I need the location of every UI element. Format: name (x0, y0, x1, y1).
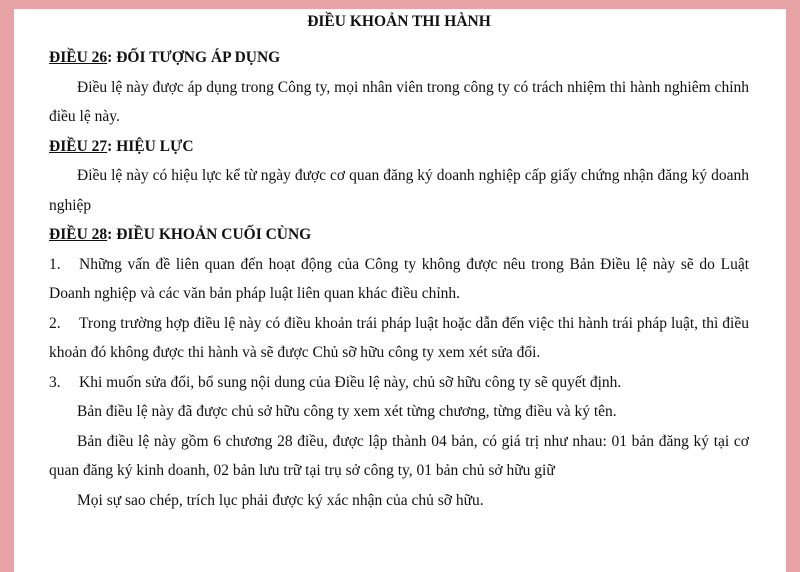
document-title: ĐIỀU KHOẢN THI HÀNH (307, 13, 491, 30)
list-item-marker: 2. (49, 314, 61, 332)
list-item (49, 368, 749, 398)
section-26-separator: : (107, 49, 113, 66)
section-26-number: ĐIỀU 26 (49, 49, 108, 66)
section-28-title: ĐIỀU KHOẢN CUỐI CÙNG (116, 226, 312, 243)
closing-paragraph: Bản điều lệ này gồm 6 chương 28 điều, được lập thành 04 bản, có giá trị như nhau: 01 bản đăng ký tại cơ quan đăng ký kinh doanh, 02 bản lưu trữ tại trụ sở công ty, 01 bản chủ sở hữu giữ (49, 432, 749, 479)
list-item (49, 250, 749, 309)
section-26-body: Điều lệ này được áp dụng trong Công ty, mọi nhân viên trong công ty có trách nhiệm thi hành nghiêm chỉnh điều lệ này. (49, 78, 749, 125)
list-item-text: Khi muốn sửa đổi, bổ sung nội dung của Điều lệ này, chủ sỡ hữu công ty sẽ quyết định. (79, 373, 622, 391)
section-27-heading (49, 132, 749, 162)
list-item-marker: 1. (49, 255, 61, 273)
list-item-text: Trong trường hợp điều lệ này có điều khoản trái pháp luật hoặc dẫn đến việc thi hành trái pháp luật, thì điều khoản đó không được thi hành và sẽ được Chủ sỡ hữu công ty xem xét sửa đổi. (49, 314, 749, 361)
list-item-text: Những vấn đề liên quan đến hoạt động của Công ty không được nêu trong Bản Điều lệ này sẽ do Luật Doanh nghiệp và các văn bản pháp luật liên quan khác điều chỉnh. (49, 255, 749, 302)
document-body (49, 9, 749, 515)
section-26-title: ĐỐI TƯỢNG ÁP DỤNG (116, 49, 281, 66)
section-27-separator: : (107, 137, 113, 155)
closing-paragraph: Mọi sự sao chép, trích lục phải được ký xác nhận của chủ sỡ hữu. (77, 491, 484, 509)
section-27-number: ĐIỀU 27 (49, 137, 108, 155)
closing-paragraph: Bản điều lệ này đã được chủ sở hữu công ty xem xét từng chương, từng điều và ký tên. (77, 403, 617, 420)
document-page (14, 9, 786, 572)
list-item (49, 309, 749, 368)
section-27-body: Điều lệ này có hiệu lực kể từ ngày được cơ quan đăng ký doanh nghiệp cấp giấy chứng nhận đăng ký doanh nghiệp (49, 167, 749, 214)
section-28-separator: : (107, 226, 113, 243)
section-28-heading (49, 220, 749, 250)
section-28-number: ĐIỀU 28 (49, 226, 108, 243)
section-27-title: HIỆU LỰC (116, 137, 194, 155)
section-26-heading (49, 43, 749, 73)
list-item-marker: 3. (49, 373, 61, 391)
